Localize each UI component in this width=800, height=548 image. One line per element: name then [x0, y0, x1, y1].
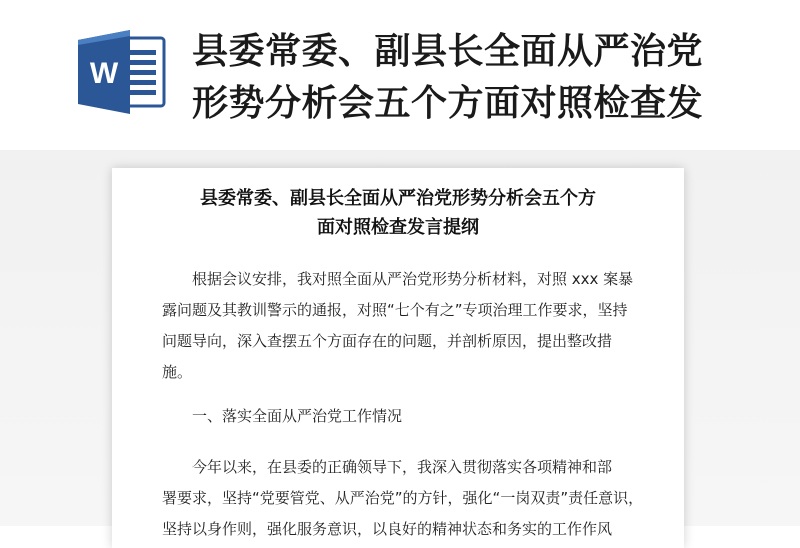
body-paragraph — [162, 452, 642, 545]
paragraph-line: 露问题及其教训警示的通报，对照“七个有之”专项治理工作要求，坚持 — [162, 301, 628, 319]
section-heading — [162, 401, 642, 432]
section-heading-text: 一、落实全面从严治党工作情况 — [192, 407, 403, 425]
header-banner — [0, 0, 800, 150]
paragraph-line: 根据会议安排，我对照全面从严治党形势分析材料，对照 xxx 案暴 — [192, 270, 634, 288]
paragraph-line: 署要求，坚持“党要管党、从严治党”的方针，强化“一岗双责”责任意识， — [162, 489, 644, 507]
header-title — [192, 26, 792, 130]
body-paragraph — [162, 264, 642, 388]
paragraph-line: 问题导向，深入查摆五个方面存在的问题，并剖析原因，提出整改措 — [162, 332, 613, 350]
document-title — [112, 184, 684, 242]
document-page — [112, 168, 684, 548]
header-title-line: 形势分析会五个方面对照检查发 — [192, 83, 704, 124]
paragraph-line: 坚持以身作则，强化服务意识，以良好的精神状态和务实的工作作风 — [162, 520, 613, 538]
header-title-line: 县委常委、副县长全面从严治党 — [192, 31, 704, 72]
paragraph-line: 施。 — [162, 363, 193, 381]
document-title-line: 县委常委、副县长全面从严治党形势分析会五个方 — [200, 188, 596, 209]
word-icon-letter: W — [89, 57, 119, 90]
word-document-icon — [76, 30, 166, 114]
paragraph-line: 今年以来，在县委的正确领导下，我深入贯彻落实各项精神和部 — [192, 458, 613, 476]
document-title-line: 面对照检查发言提纲 — [317, 217, 479, 238]
